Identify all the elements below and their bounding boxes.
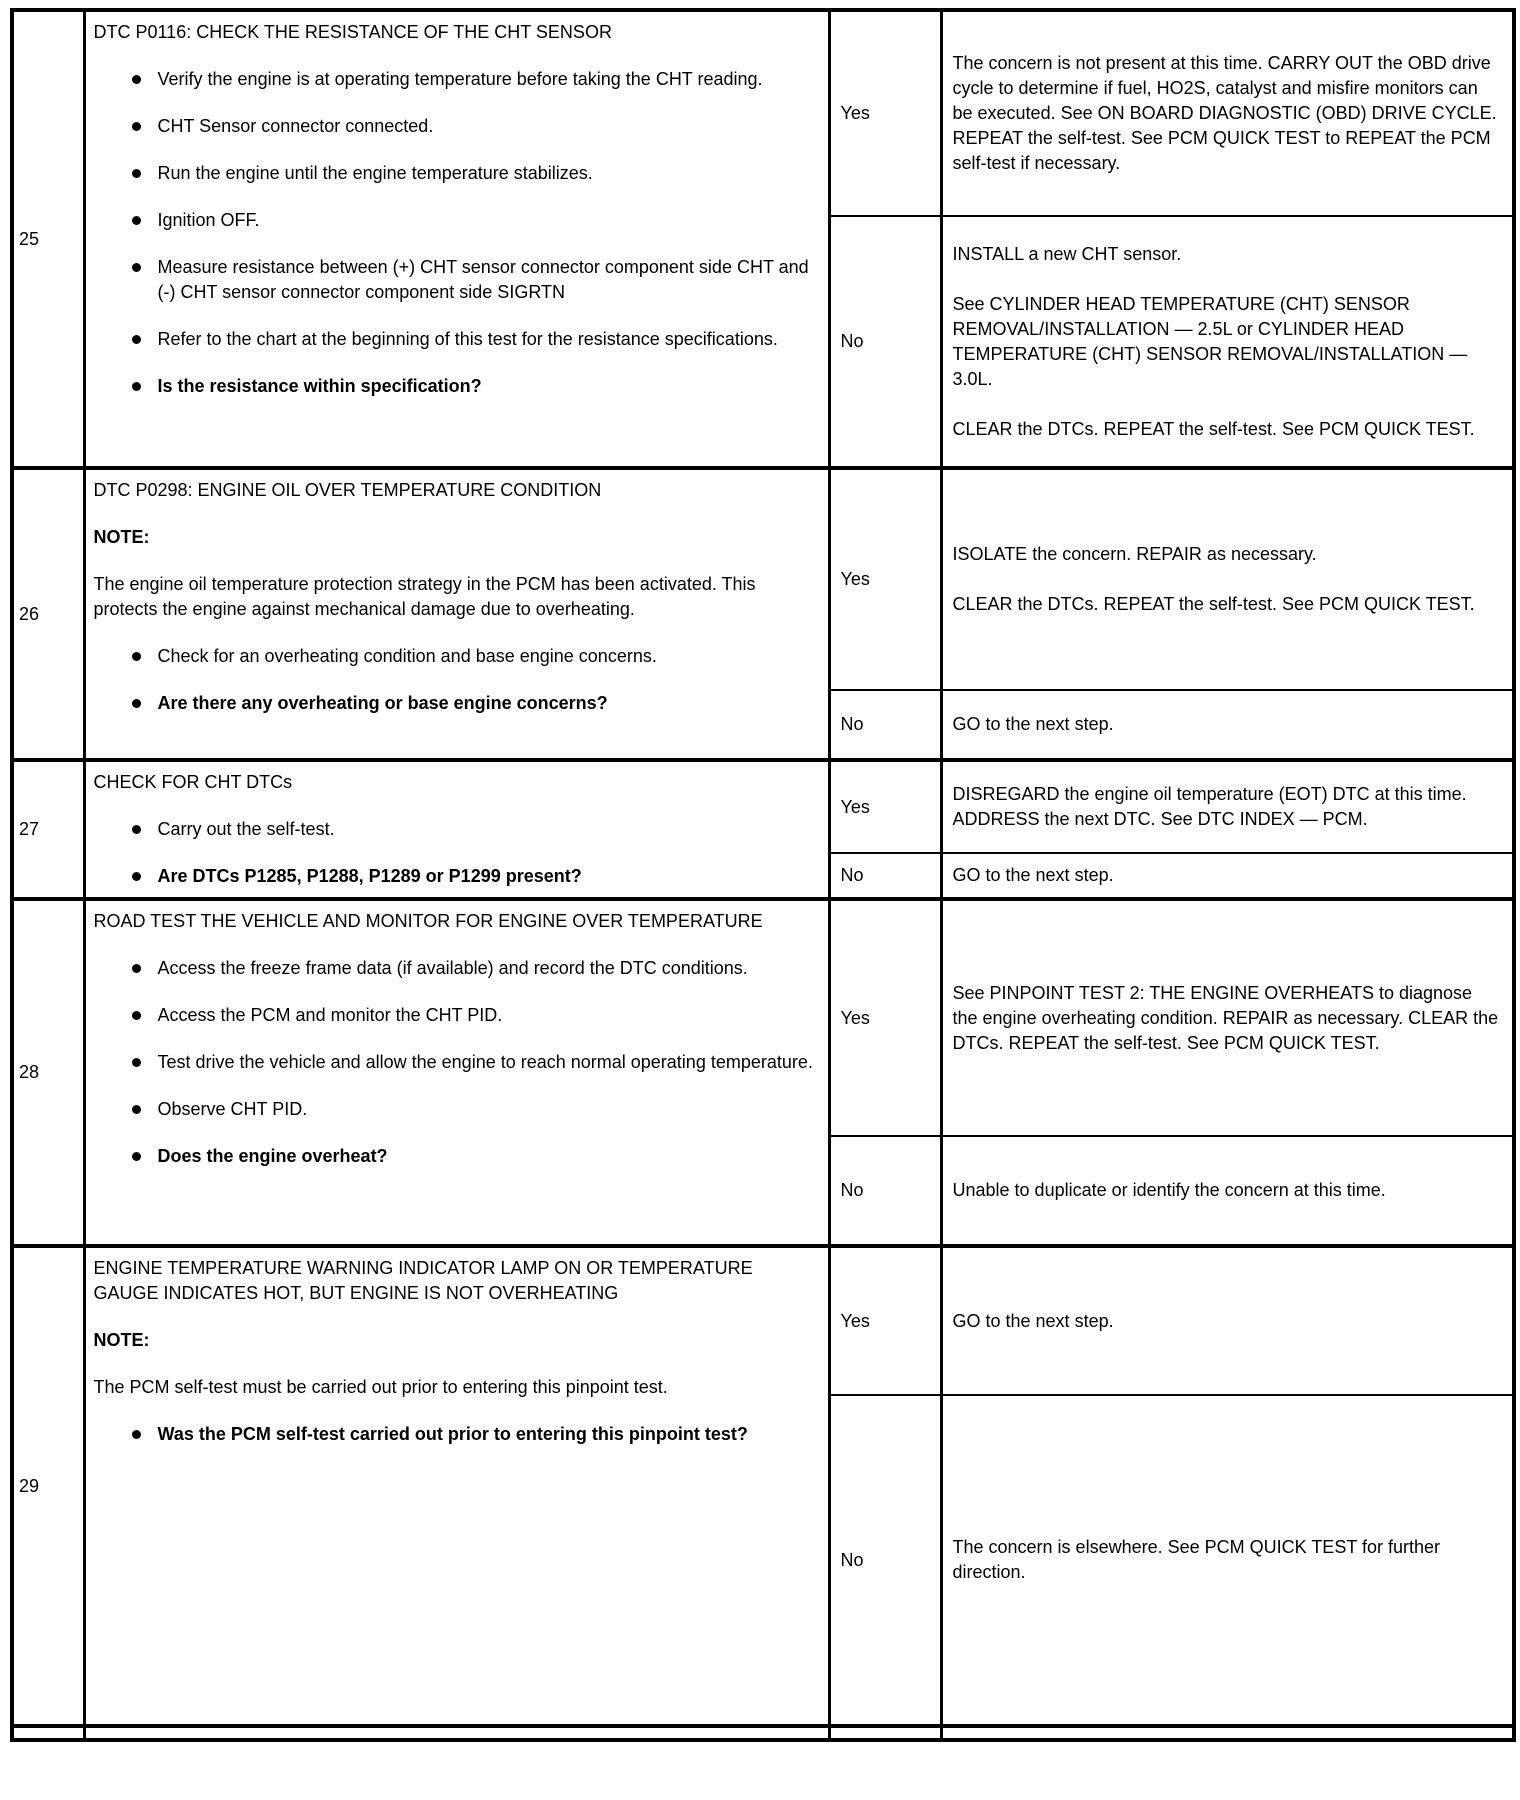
- test-title: CHECK FOR CHT DTCs: [93, 772, 293, 792]
- result-paragraph: CLEAR the DTCs. REPEAT the self-test. See PCM QUICK TEST.: [952, 594, 1475, 614]
- yes-cell: Yes: [829, 10, 941, 216]
- bullet-text: CHT Sensor connector connected.: [157, 116, 434, 136]
- test-row: [12, 899, 1514, 1136]
- bullet-item: [132, 161, 818, 186]
- test-row: [12, 10, 1514, 216]
- no-result: [941, 853, 1514, 899]
- yes-result: [941, 899, 1514, 1136]
- step-number: 25: [12, 10, 84, 468]
- test-row: [12, 468, 1514, 690]
- test-title: DTC P0298: ENGINE OIL OVER TEMPERATURE CONDITION: [93, 480, 602, 500]
- result-paragraph: ISOLATE the concern. REPAIR as necessary.: [952, 544, 1317, 564]
- test-description: [84, 899, 829, 1246]
- test-title: DTC P0116: CHECK THE RESISTANCE OF THE CHT SENSOR: [93, 22, 612, 42]
- question-text: Are there any overheating or base engine concerns?: [157, 693, 608, 713]
- bullet-icon: [132, 1105, 141, 1114]
- bullet-icon: [132, 122, 141, 131]
- bullet-item: [132, 374, 818, 399]
- bullet-text: Ignition OFF.: [157, 210, 260, 230]
- bullet-icon: [132, 216, 141, 225]
- question-text: Are DTCs P1285, P1288, P1289 or P1299 present?: [157, 866, 582, 886]
- bullet-item: [132, 1050, 818, 1075]
- description-paragraph: The PCM self-test must be carried out prior to entering this pinpoint test.: [93, 1377, 668, 1397]
- bullet-icon: [132, 699, 141, 708]
- question-text: Is the resistance within specification?: [157, 376, 482, 396]
- bullet-text: Measure resistance between (+) CHT sensor connector component side CHT and (-) CHT sensor connector component side SIGRTN: [157, 257, 809, 302]
- test-title: ENGINE TEMPERATURE WARNING INDICATOR LAMP ON OR TEMPERATURE GAUGE INDICATES HOT, BUT ENGINE IS NOT OVERHEATING: [93, 1258, 753, 1303]
- partial-cell: [84, 1726, 829, 1740]
- pinpoint-test-table: [10, 8, 1516, 1742]
- bullet-text: Verify the engine is at operating temperature before taking the CHT reading.: [157, 69, 763, 89]
- test-description: [84, 10, 829, 468]
- bullet-item: [132, 817, 818, 842]
- result-paragraph: GO to the next step.: [952, 1310, 1114, 1331]
- test-description: [84, 760, 829, 899]
- bullet-icon: [132, 872, 141, 881]
- no-cell: No: [829, 690, 941, 760]
- question-text: Was the PCM self-test carried out prior to entering this pinpoint test?: [157, 1424, 748, 1444]
- bullet-text: Carry out the self-test.: [157, 819, 335, 839]
- yes-result: [941, 1246, 1514, 1395]
- bullet-icon: [132, 1058, 141, 1067]
- question-text: Does the engine overheat?: [157, 1146, 388, 1166]
- bullet-icon: [132, 75, 141, 84]
- description-paragraph: The engine oil temperature protection strategy in the PCM has been activated. This protects the engine against mechanical damage due to overheating.: [93, 574, 756, 619]
- yes-cell: Yes: [829, 1246, 941, 1395]
- result-paragraph: DISREGARD the engine oil temperature (EOT) DTC at this time. ADDRESS the next DTC. See DTC INDEX — PCM.: [952, 784, 1467, 830]
- bullet-item: [132, 208, 818, 233]
- bullet-icon: [132, 1152, 141, 1161]
- table-body: [12, 10, 1514, 1740]
- no-result: [941, 690, 1514, 760]
- bullet-item: [132, 864, 818, 889]
- result-paragraph: GO to the next step.: [952, 714, 1114, 734]
- bullet-item: [132, 67, 818, 92]
- bullet-icon: [132, 382, 141, 391]
- partial-cell: [941, 1726, 1514, 1740]
- yes-result: [941, 760, 1514, 853]
- partial-next-row: [12, 1726, 1514, 1740]
- step-number: 29: [12, 1246, 84, 1726]
- test-row: [12, 760, 1514, 853]
- result-paragraph: The concern is elsewhere. See PCM QUICK TEST for further direction.: [952, 1537, 1441, 1582]
- bullet-icon: [132, 964, 141, 973]
- bullet-icon: [132, 1430, 141, 1439]
- no-cell: No: [829, 216, 941, 468]
- bullet-icon: [132, 1011, 141, 1020]
- no-cell: No: [829, 1395, 941, 1726]
- no-cell: No: [829, 1136, 941, 1246]
- partial-cell: [829, 1726, 941, 1740]
- note-label: NOTE:: [93, 1330, 150, 1350]
- bullet-item: [132, 327, 818, 352]
- test-title: ROAD TEST THE VEHICLE AND MONITOR FOR ENGINE OVER TEMPERATURE: [93, 911, 763, 931]
- test-description: [84, 1246, 829, 1726]
- yes-cell: Yes: [829, 760, 941, 853]
- step-number: 26: [12, 468, 84, 760]
- bullet-item: [132, 691, 818, 716]
- no-result: [941, 216, 1514, 468]
- bullet-item: [132, 1422, 818, 1447]
- result-paragraph: INSTALL a new CHT sensor.: [952, 243, 1182, 264]
- bullet-item: [132, 1097, 818, 1122]
- no-result: [941, 1395, 1514, 1726]
- result-paragraph: Unable to duplicate or identify the concern at this time.: [952, 1180, 1386, 1200]
- result-paragraph: CLEAR the DTCs. REPEAT the self-test. See PCM QUICK TEST.: [952, 418, 1475, 439]
- yes-cell: Yes: [829, 468, 941, 690]
- bullet-text: Access the PCM and monitor the CHT PID.: [157, 1005, 503, 1025]
- no-cell: No: [829, 853, 941, 899]
- result-paragraph: The concern is not present at this time. CARRY OUT the OBD drive cycle to determine if fuel, HO2S, catalyst and misfire monitors can be executed. See ON BOARD DIAGNOSTIC (OBD) DRIVE CYCLE. REPEAT the self-test. See PCM QUICK TEST to REPEAT the PCM self-test if necessary.: [952, 53, 1497, 173]
- result-paragraph: GO to the next step.: [952, 865, 1114, 886]
- result-paragraph: See CYLINDER HEAD TEMPERATURE (CHT) SENSOR REMOVAL/INSTALLATION — 2.5L or CYLINDER HEAD TEMPERATURE (CHT) SENSOR REMOVAL/INSTALLATION — 3.0L.: [952, 293, 1468, 389]
- note-label: NOTE:: [93, 527, 150, 547]
- bullet-icon: [132, 335, 141, 344]
- bullet-text: Test drive the vehicle and allow the engine to reach normal operating temperature.: [157, 1052, 813, 1072]
- bullet-item: [132, 644, 818, 669]
- test-description: [84, 468, 829, 760]
- test-row: [12, 1246, 1514, 1395]
- bullet-icon: [132, 825, 141, 834]
- bullet-text: Run the engine until the engine temperature stabilizes.: [157, 163, 593, 183]
- step-number: 27: [12, 760, 84, 899]
- bullet-text: Refer to the chart at the beginning of this test for the resistance specifications.: [157, 329, 778, 349]
- bullet-icon: [132, 263, 141, 272]
- yes-result: [941, 10, 1514, 216]
- bullet-item: [132, 255, 818, 305]
- yes-cell: Yes: [829, 899, 941, 1136]
- step-number: 28: [12, 899, 84, 1246]
- bullet-item: [132, 114, 818, 139]
- bullet-text: Access the freeze frame data (if available) and record the DTC conditions.: [157, 958, 748, 978]
- bullet-item: [132, 1003, 818, 1028]
- bullet-icon: [132, 652, 141, 661]
- bullet-text: Observe CHT PID.: [157, 1099, 308, 1119]
- yes-result: [941, 468, 1514, 690]
- partial-cell: [12, 1726, 84, 1740]
- bullet-text: Check for an overheating condition and base engine concerns.: [157, 646, 657, 666]
- bullet-icon: [132, 169, 141, 178]
- result-paragraph: See PINPOINT TEST 2: THE ENGINE OVERHEATS to diagnose the engine overheating condition. REPAIR as necessary. CLEAR the DTCs. REPEAT the self-test. See PCM QUICK TEST.: [952, 982, 1499, 1053]
- bullet-item: [132, 956, 818, 981]
- no-result: [941, 1136, 1514, 1246]
- bullet-item: [132, 1144, 818, 1169]
